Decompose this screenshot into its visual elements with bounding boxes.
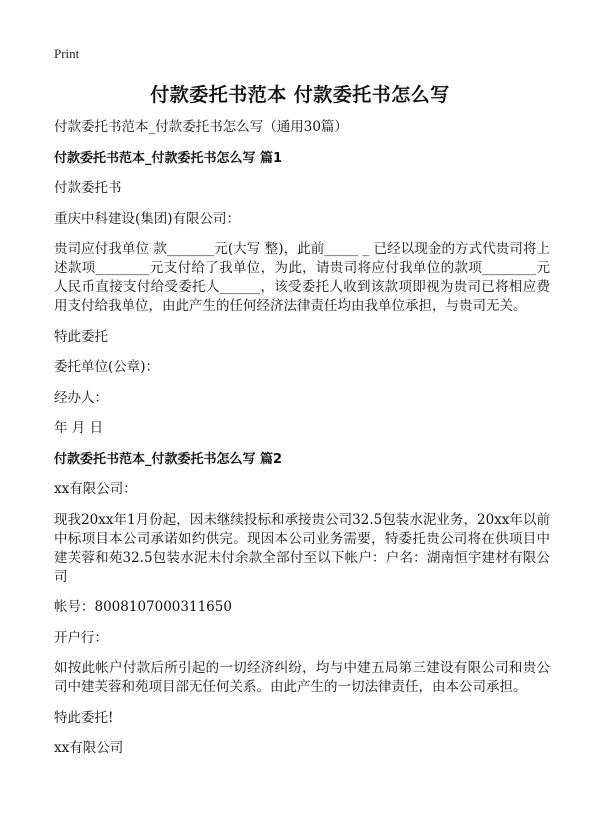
date-label: 年 月 日	[54, 420, 104, 436]
account-number: 帐号：8008107000311650	[54, 599, 232, 615]
closing-text: 特此委托	[54, 328, 108, 345]
addressee-2: xx有限公司：	[54, 481, 137, 497]
document-subtitle: 付款委托书范本_付款委托书怎么写（通用30篇）	[54, 119, 348, 135]
letter-body-2: 现我20xx年1月份起，因未继续投标和承接贵公司32.5包装水泥业务，20xx年以前中标项目本公司承诺如约供完。现因本公司业务需要，特委托贵公司将在供项目中建芙蓉和苑32.5包装水泥未付余款全部付至以下帐户：户名：湖南恒宇建材有限公司	[54, 511, 550, 585]
print-link[interactable]: Print	[54, 46, 80, 61]
page-title: 付款委托书范本 付款委托书怎么写	[150, 84, 450, 106]
section-heading-2: 付款委托书范本_付款委托书怎么写 篇2	[54, 451, 283, 467]
letter-title: 付款委托书	[54, 180, 122, 196]
closing-text-2: 特此委托!	[54, 709, 114, 726]
signature: xx有限公司	[54, 740, 124, 756]
liability-paragraph: 如按此帐户付款后所引起的一切经济纠纷，均与中建五局第三建设有限公司和贵公司中建芙蓉和苑项目部无任何关系。由此产生的一切法律责任，由本公司承担。	[54, 660, 550, 695]
bank-label: 开户行：	[54, 629, 108, 646]
section-heading-1: 付款委托书范本_付款委托书怎么写 篇1	[54, 150, 283, 166]
document-body	[54, 118, 550, 770]
letter-body: 贵司应付我单位 款_______元(大写 整)，此前_____ _ 已经以现金的方式代贵司将上述款项________元支付给了我单位，为此，请贵司将应付我单位的款项________元人民币直接支付给受委托人______，该受委托人收到该款项即视为贵司已将相应费用支付给我单位，由此产生的任何经济法律责任均由我单位承担，与贵司无关。	[54, 241, 550, 314]
unit-seal-label: 委托单位(公章)：	[54, 359, 160, 375]
agent-label: 经办人：	[54, 389, 108, 406]
addressee: 重庆中科建设(集团)有限公司：	[54, 210, 241, 227]
